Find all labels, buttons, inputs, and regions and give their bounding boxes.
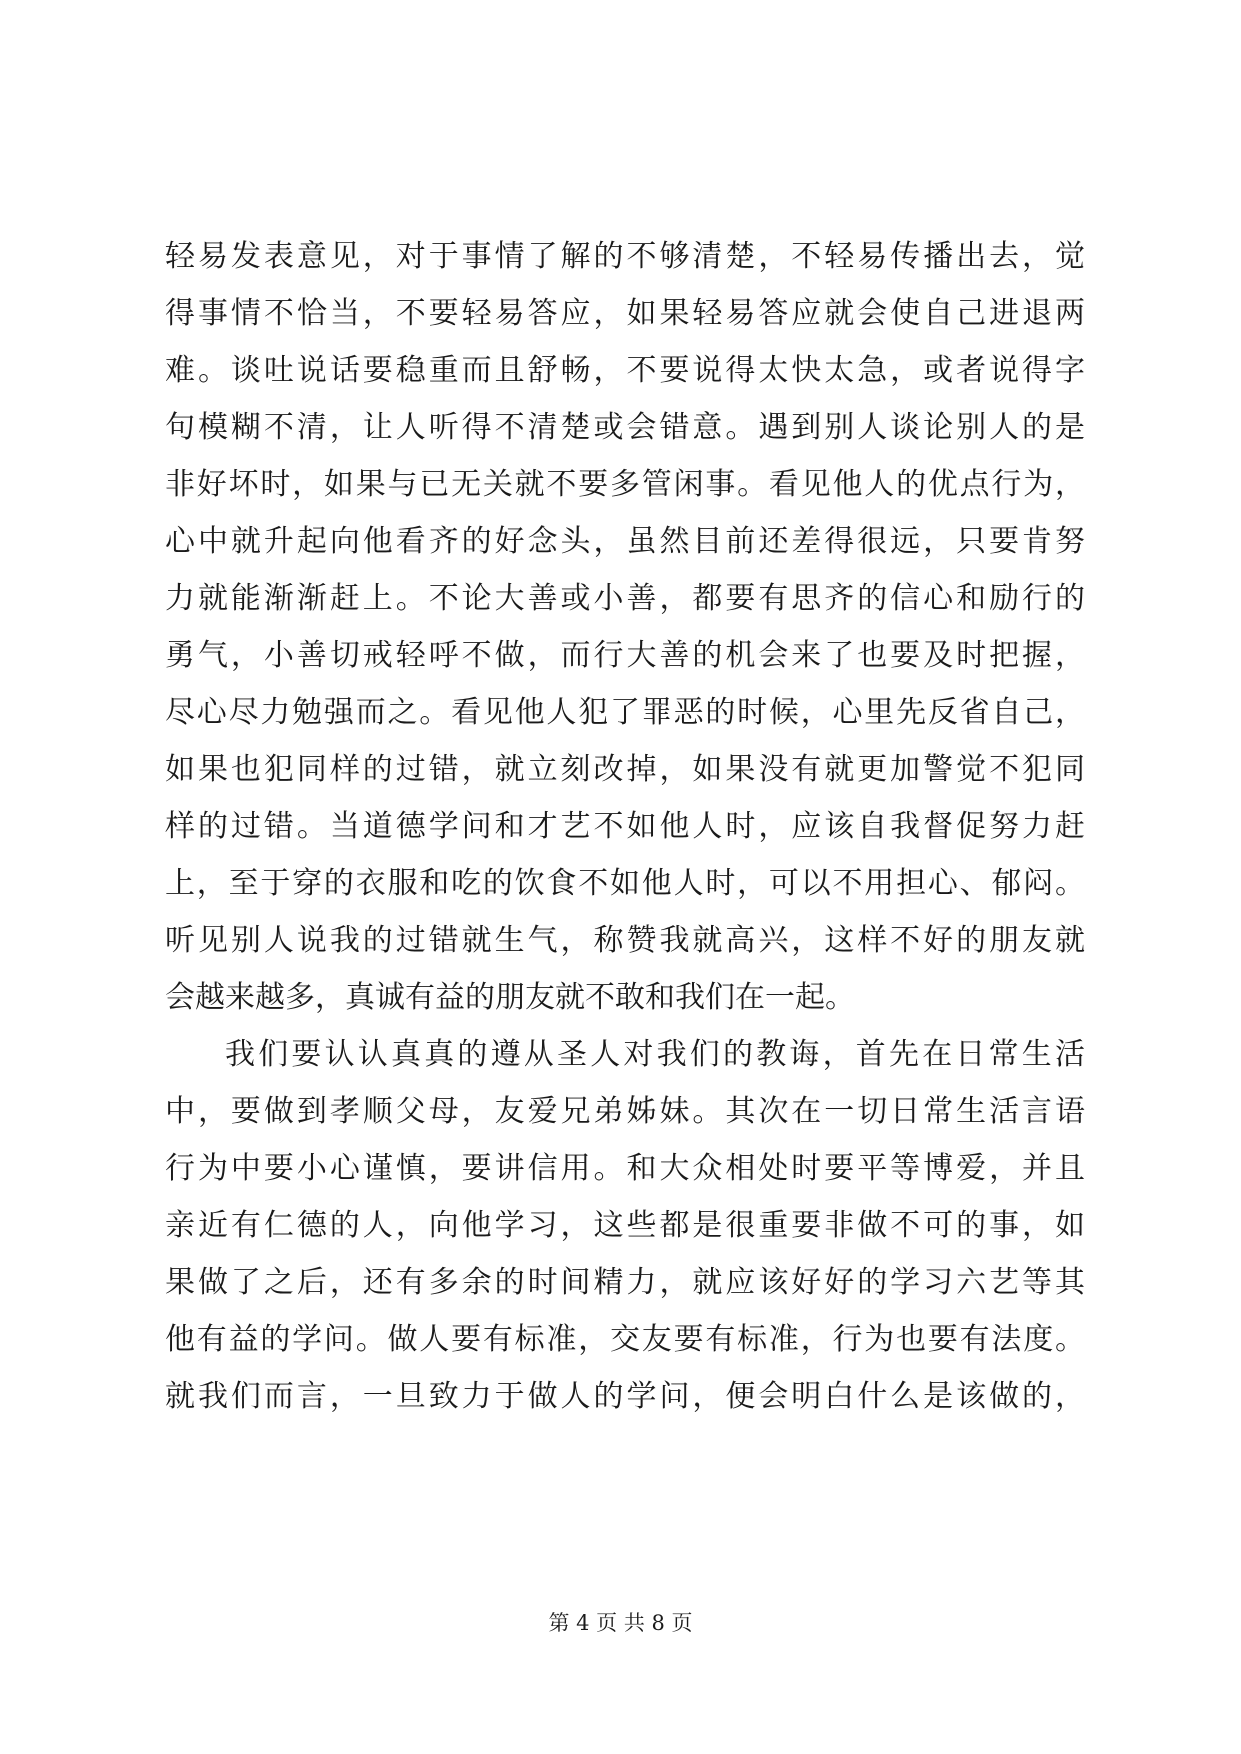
text-line: 力就能渐渐赶上。不论大善或小善，都要有思齐的信心和励行的 xyxy=(165,581,1085,616)
text-line: 尽心尽力勉强而之。看见他人犯了罪恶的时候，心里先反省自己， xyxy=(165,695,1085,730)
text-line: 难。谈吐说话要稳重而且舒畅，不要说得太快太急，或者说得字 xyxy=(165,353,1085,388)
text-line: 就我们而言，一旦致力于做人的学问，便会明白什么是该做的， xyxy=(165,1379,1085,1414)
page-footer xyxy=(0,1607,1241,1637)
text-line: 他有益的学问。做人要有标准，交友要有标准，行为也要有法度。 xyxy=(165,1322,1085,1357)
text-line: 句模糊不清，让人听得不清楚或会错意。遇到别人谈论别人的是 xyxy=(165,410,1085,445)
text-line: 上，至于穿的衣服和吃的饮食不如他人时，可以不用担心、郁闷。 xyxy=(165,866,1085,901)
text-line: 非好坏时，如果与已无关就不要多管闲事。看见他人的优点行为， xyxy=(165,467,1085,502)
text-line: 亲近有仁德的人，向他学习，这些都是很重要非做不可的事，如 xyxy=(165,1208,1085,1243)
page-number: 第 4 页 共 8 页 xyxy=(548,1611,693,1635)
text-line: 样的过错。当道德学问和才艺不如他人时，应该自我督促努力赶 xyxy=(165,809,1085,844)
text-line: 我们要认认真真的遵从圣人对我们的教诲，首先在日常生活 xyxy=(225,1037,1085,1072)
text-line: 心中就升起向他看齐的好念头，虽然目前还差得很远，只要肯努 xyxy=(165,524,1085,559)
text-line: 如果也犯同样的过错，就立刻改掉，如果没有就更加警觉不犯同 xyxy=(165,752,1085,787)
text-line: 轻易发表意见，对于事情了解的不够清楚，不轻易传播出去，觉 xyxy=(165,239,1085,274)
text-line: 果做了之后，还有多余的时间精力，就应该好好的学习六艺等其 xyxy=(165,1265,1085,1300)
body-text xyxy=(165,228,1085,1425)
text-line: 行为中要小心谨慎，要讲信用。和大众相处时要平等博爱，并且 xyxy=(165,1151,1085,1186)
text-line: 听见别人说我的过错就生气，称赞我就高兴，这样不好的朋友就 xyxy=(165,923,1085,958)
text-line: 勇气，小善切戒轻呼不做，而行大善的机会来了也要及时把握， xyxy=(165,638,1085,673)
text-line: 中，要做到孝顺父母，友爱兄弟姊妹。其次在一切日常生活言语 xyxy=(165,1094,1085,1129)
text-line: 得事情不恰当，不要轻易答应，如果轻易答应就会使自己进退两 xyxy=(165,296,1085,331)
text-line: 会越来越多，真诚有益的朋友就不敢和我们在一起。 xyxy=(165,980,855,1015)
